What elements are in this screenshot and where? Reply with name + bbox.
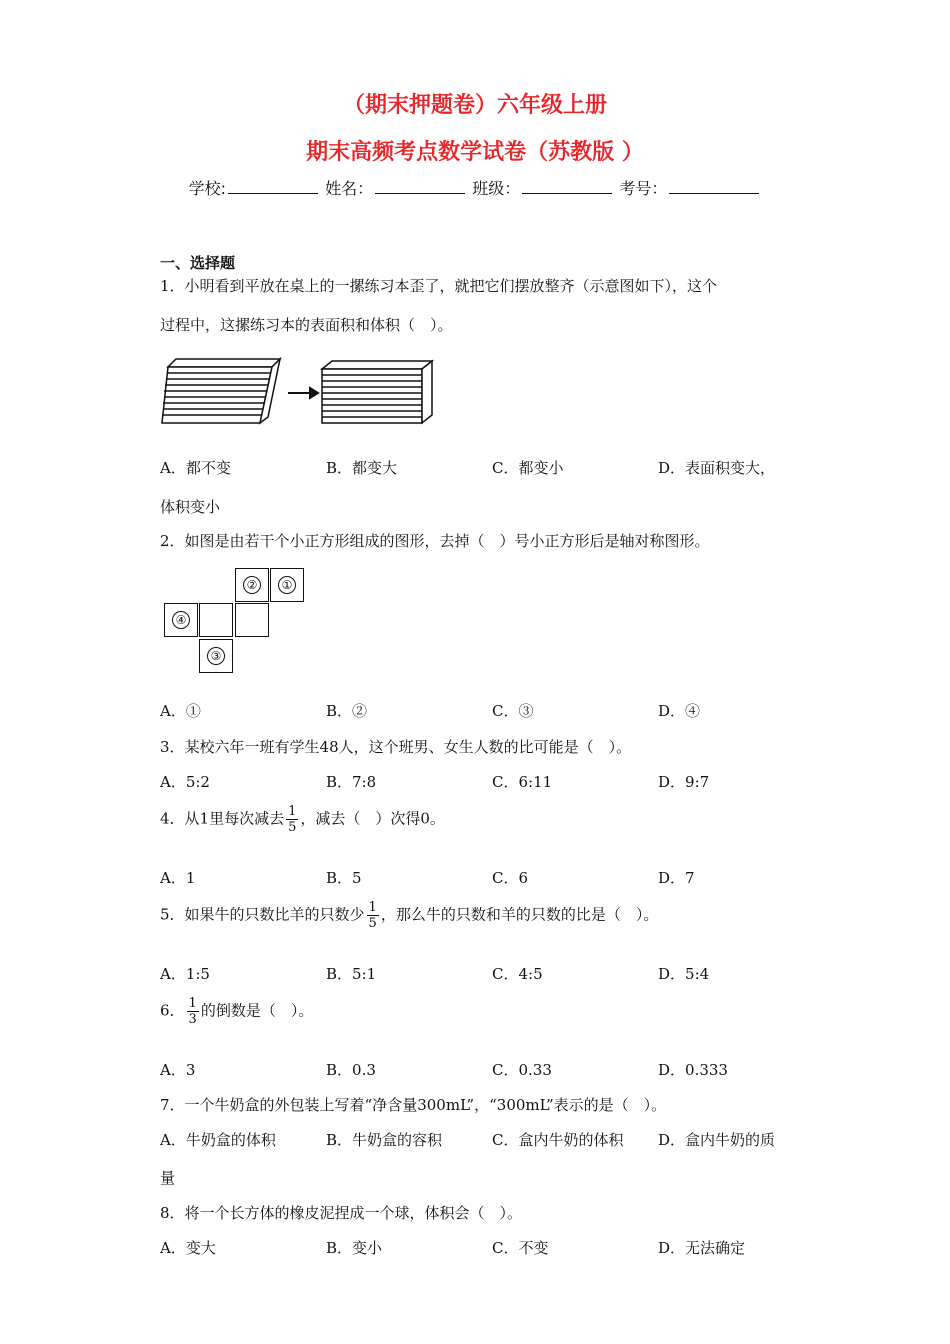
q7-stem: 7．一个牛奶盒的外包装上写着“净含量300mL”，“300mL”表示的是（ ）。 <box>160 1096 667 1114</box>
school-blank[interactable] <box>228 177 318 194</box>
q1-option-a[interactable]: A．都不变 <box>160 459 231 477</box>
q6-option-d[interactable]: D．0.333 <box>658 1061 728 1079</box>
q3-option-a[interactable]: A．5:2 <box>160 773 210 791</box>
q8-option-c[interactable]: C．不变 <box>492 1239 549 1257</box>
q5-stem: 5．如果牛的只数比羊的只数少 $\frac{1}{5}$ ，那么牛的只数和羊的只数的比是（ ）。 <box>160 900 659 931</box>
q1-stem-line1: 1．小明看到平放在桌上的一摞练习本歪了，就把它们摆放整齐（示意图如下），这个 <box>160 277 718 295</box>
q5-option-b[interactable]: B．5:1 <box>326 965 377 983</box>
q5-option-a[interactable]: A．1:5 <box>160 965 210 983</box>
q1-option-c[interactable]: C．都变小 <box>492 459 564 477</box>
q4-option-b[interactable]: B．5 <box>326 869 362 887</box>
q2-option-b[interactable]: B．② <box>326 702 368 720</box>
q6-stem: 6． $\frac{1}{3}$ 的倒数是（ ）。 <box>160 996 314 1027</box>
q1-option-d[interactable]: D．表面积变大， <box>658 459 776 477</box>
title-line-2: 期末高频考点数学试卷（苏教版 ） <box>306 140 644 165</box>
school-label: 学校: <box>188 179 227 198</box>
q1-option-b[interactable]: B．都变大 <box>326 459 398 477</box>
fraction: $\frac{1}{3}$ <box>188 996 197 1027</box>
exam-number-label: 考号： <box>619 179 668 198</box>
title-line-1: （期末押题卷）六年级上册 <box>342 93 607 118</box>
q5-option-d[interactable]: D．5:4 <box>658 965 710 983</box>
q7-option-a[interactable]: A．牛奶盒的体积 <box>160 1131 276 1149</box>
q2-option-c[interactable]: C．③ <box>492 702 534 720</box>
q4-option-c[interactable]: C．6 <box>492 869 529 887</box>
exam-number-blank[interactable] <box>669 177 759 194</box>
q2-square-grid-figure <box>164 568 309 678</box>
name-label: 姓名： <box>325 179 374 198</box>
section-title: 一、选择题 <box>160 254 236 272</box>
grid-square-empty <box>199 603 233 637</box>
q2-option-a[interactable]: A．① <box>160 702 201 720</box>
grid-square-1: ① <box>270 568 304 602</box>
q3-option-c[interactable]: C．6:11 <box>492 773 553 791</box>
q1-option-d-continued: 体积变小 <box>160 498 221 516</box>
q8-option-a[interactable]: A．变大 <box>160 1239 216 1257</box>
q4-option-a[interactable]: A．1 <box>160 869 196 887</box>
q8-option-b[interactable]: B．变小 <box>326 1239 383 1257</box>
q6-option-a[interactable]: A．3 <box>160 1061 196 1079</box>
q4-stem: 4．从1里每次减去 $\frac{1}{5}$ ，减去（ ）次得0。 <box>160 804 445 835</box>
fraction: $\frac{1}{5}$ <box>288 804 297 835</box>
q8-option-d[interactable]: D．无法确定 <box>658 1239 746 1257</box>
grid-square-empty <box>235 603 269 637</box>
q7-option-d-continued: 量 <box>160 1169 176 1187</box>
arrow-right-icon <box>288 388 318 398</box>
q1-stem-line2: 过程中，这摞练习本的表面积和体积（ ）。 <box>160 316 453 334</box>
class-blank[interactable] <box>522 177 612 194</box>
q3-option-b[interactable]: B．7:8 <box>326 773 377 791</box>
grid-square-2: ② <box>235 568 269 602</box>
q7-option-c[interactable]: C．盒内牛奶的体积 <box>492 1131 624 1149</box>
grid-square-3: ③ <box>199 639 233 673</box>
student-info-line <box>0 176 950 199</box>
grid-square-4: ④ <box>164 603 198 637</box>
q7-option-b[interactable]: B．牛奶盒的容积 <box>326 1131 443 1149</box>
q6-option-b[interactable]: B．0.3 <box>326 1061 376 1079</box>
q2-option-d[interactable]: D．④ <box>658 702 701 720</box>
q8-stem: 8．将一个长方体的橡皮泥捏成一个球，体积会（ ）。 <box>160 1204 523 1222</box>
fraction: $\frac{1}{5}$ <box>368 900 377 931</box>
class-label: 班级： <box>472 179 521 198</box>
tilted-stack <box>162 359 280 423</box>
q1-notebook-stack-figure <box>160 355 440 430</box>
name-blank[interactable] <box>375 177 465 194</box>
q2-stem: 2．如图是由若干个小正方形组成的图形，去掉（ ）号小正方形后是轴对称图形。 <box>160 532 710 550</box>
straight-stack <box>322 361 432 423</box>
q5-option-c[interactable]: C．4:5 <box>492 965 543 983</box>
q7-option-d[interactable]: D．盒内牛奶的质 <box>658 1131 776 1149</box>
q4-option-d[interactable]: D．7 <box>658 869 695 887</box>
q3-option-d[interactable]: D．9:7 <box>658 773 710 791</box>
q6-option-c[interactable]: C．0.33 <box>492 1061 552 1079</box>
q3-stem: 3．某校六年一班有学生48人，这个班男、女生人数的比可能是（ ）。 <box>160 738 632 756</box>
